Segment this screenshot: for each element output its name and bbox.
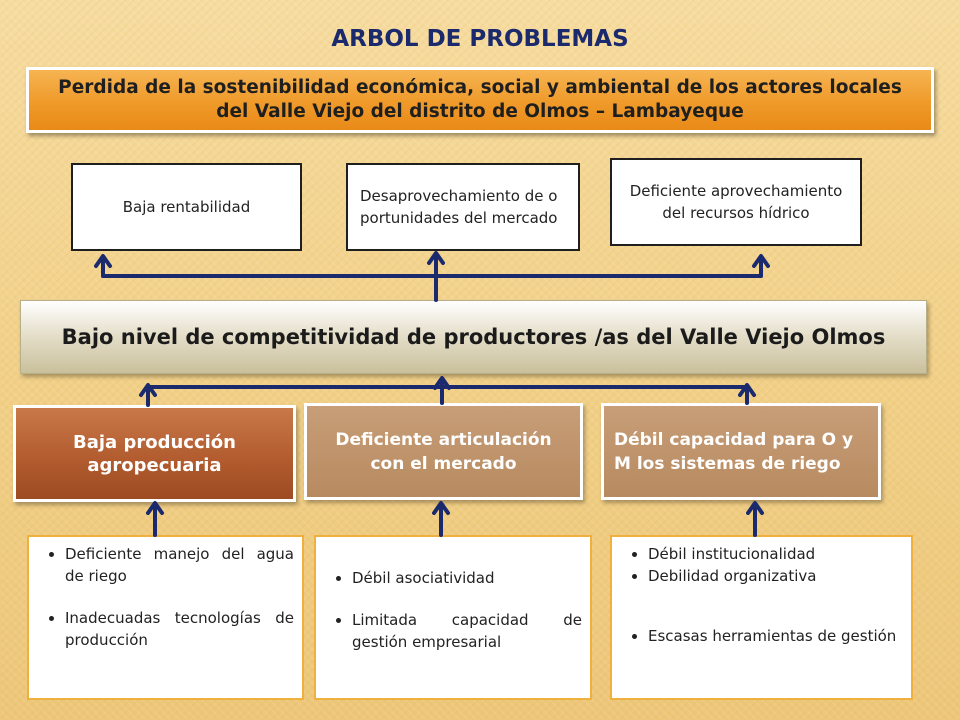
cause-text-2: Deficiente articulación con el mercado bbox=[335, 429, 552, 474]
list-item: • Deficiente manejo del agua de riego bbox=[65, 543, 294, 587]
cause-text-3: Débil capacidad para O y M los sistemas de riego bbox=[614, 429, 854, 474]
effect-text-1: Baja rentabilidad bbox=[122, 198, 251, 216]
core-problem-text: Bajo nivel de competitividad de productores /as del Valle Viejo Olmos bbox=[61, 324, 886, 349]
list-item: • Débil asociatividad bbox=[352, 567, 582, 589]
list-item: • Débil institucionalidad bbox=[648, 543, 903, 565]
list-item: • Escasas herramientas de gestión bbox=[648, 625, 903, 647]
effect-text-2: Desaprovechamiento de oportunidades del mercado bbox=[360, 187, 558, 227]
list-item: • Debilidad organizativa bbox=[648, 565, 903, 587]
main-effect-text: Perdida de la sostenibilidad económica, social y ambiental de los actores locales del Valle Viejo del distrito de Olmos – Lambayeque bbox=[58, 77, 902, 122]
list-item: • Inadecuadas tecnologías de producción bbox=[65, 607, 294, 651]
diagram-title: ARBOL DE PROBLEMAS bbox=[331, 26, 629, 52]
list-item: • Limitada capacidad de gestión empresarial bbox=[352, 609, 582, 653]
effect-text-3: Deficiente aprovechamiento del recursos hídrico bbox=[629, 182, 843, 222]
cause-text-1: Baja producción agropecuaria bbox=[73, 431, 236, 476]
